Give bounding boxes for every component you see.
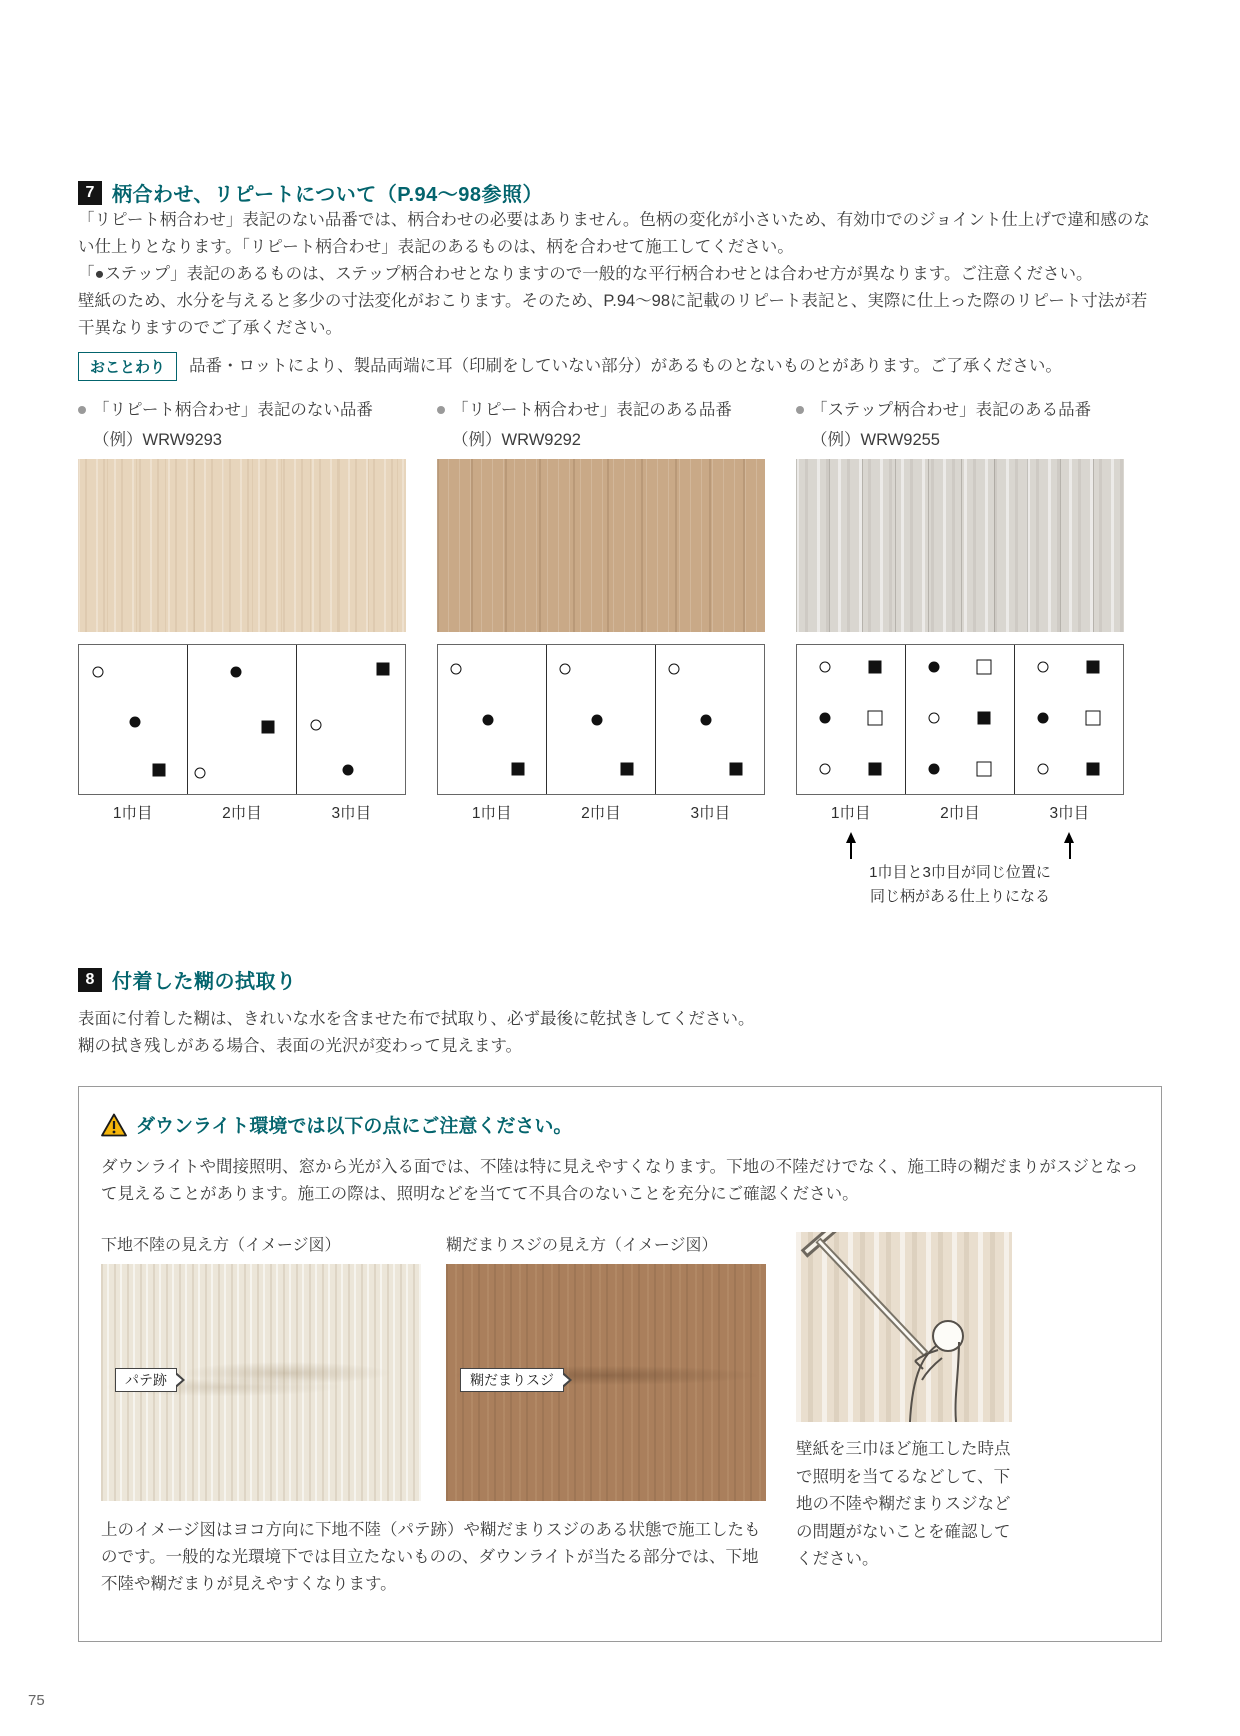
section-8-body — [78, 1006, 1162, 1060]
filled-square-symbol — [377, 662, 390, 675]
filled-square-symbol — [620, 762, 633, 775]
open-square-symbol — [976, 761, 991, 776]
bullet-icon — [78, 406, 86, 414]
open-square-symbol — [1085, 711, 1100, 726]
section-8-line-2: 糊の拭き残しがある場合、表面の光沢が変わって見えます。 — [78, 1037, 523, 1055]
width-label: 2巾目 — [581, 805, 621, 822]
column-2-example: （例）WRW9292 — [452, 431, 581, 449]
width-label: 3巾目 — [331, 805, 372, 822]
width-diagram-1 — [78, 644, 406, 795]
section-7-paragraph-1a: 「リピート柄合わせ」表記のない品番では、柄合わせの必要はありません。色柄の変化が小さいため、有効巾でのジョイント仕上げで違和感のない仕上りとなります。「リピート柄合わせ」表記のあるものは、柄を合わせて施工してください。 — [78, 211, 1150, 256]
section-8-header — [78, 965, 1162, 994]
open-square-symbol — [976, 660, 991, 675]
column-1-example: （例）WRW9293 — [93, 431, 222, 449]
worker-checking-light-illustration — [796, 1232, 1012, 1422]
bullet-icon — [796, 406, 804, 414]
width-labels-1 — [78, 801, 406, 823]
filled-dot-symbol — [1038, 713, 1049, 724]
width-label: 2巾目 — [222, 805, 262, 822]
filled-square-symbol — [868, 762, 881, 775]
filled-dot-symbol — [700, 714, 711, 725]
section-7-paragraph-1b: 「●ステップ」表記のあるものは、ステップ柄合わせとなりますので一般的な平行柄合わせとは合わせ方が異なります。ご注意ください。 — [78, 265, 1093, 283]
section-8-line-1: 表面に付着した糊は、きれいな水を含ませた布で拭取り、必ず最後に乾拭きしてください。 — [78, 1010, 755, 1028]
filled-square-symbol — [868, 661, 881, 674]
pattern-sample-columns — [78, 397, 1162, 909]
filled-dot-symbol — [130, 717, 141, 728]
warning-triangle-icon — [101, 1113, 127, 1137]
section-7-header — [78, 178, 1162, 207]
column-1-label-row — [78, 397, 406, 423]
open-circle-symbol — [669, 663, 680, 674]
filled-square-symbol — [511, 762, 524, 775]
filled-square-symbol — [1086, 762, 1099, 775]
open-circle-symbol — [311, 720, 322, 731]
open-circle-symbol — [1038, 662, 1049, 673]
width-diagram-3 — [796, 644, 1124, 795]
width-labels-3 — [796, 801, 1124, 823]
width-diagram-2 — [437, 644, 765, 795]
section-7-number-badge: 7 — [78, 181, 102, 205]
putty-mark-tag: パテ跡 — [115, 1368, 177, 1392]
width-panel — [79, 645, 187, 794]
width-panel — [1014, 645, 1123, 794]
column-3-label: 「ステップ柄合わせ」表記のある品番 — [811, 401, 1092, 419]
filled-dot-symbol — [820, 713, 831, 724]
substrate-image-column — [101, 1232, 421, 1501]
width-panel — [187, 645, 296, 794]
open-square-symbol — [867, 711, 882, 726]
width-panel — [546, 645, 655, 794]
column-3-example: （例）WRW9255 — [811, 431, 940, 449]
filled-dot-symbol — [929, 662, 940, 673]
width-label: 1巾目 — [830, 805, 871, 822]
glue-streak-image-label: 糊だまりスジの見え方（イメージ図） — [446, 1237, 718, 1254]
open-circle-symbol — [820, 763, 831, 774]
up-arrow-icon — [850, 837, 852, 859]
wallpaper-swatch-wrw9293 — [78, 459, 406, 632]
bullet-icon — [437, 406, 445, 414]
width-label: 1巾目 — [112, 805, 153, 822]
open-circle-symbol — [929, 713, 940, 724]
step-annotation-line-1: 1巾目と3巾目が同じ位置に — [869, 864, 1051, 881]
note-row — [78, 352, 1162, 381]
note-text: 品番・ロットにより、製品両端に耳（印刷をしていない部分）があるものとないものとがあります。ご了承ください。 — [189, 357, 1062, 375]
width-label: 2巾目 — [940, 805, 980, 822]
open-circle-symbol — [820, 662, 831, 673]
width-label: 3巾目 — [1049, 805, 1090, 822]
sample-column-no-repeat — [78, 397, 406, 909]
filled-dot-symbol — [591, 714, 602, 725]
section-7-title: 柄合わせ、リピートについて（P.94～98参照） — [112, 184, 544, 206]
up-arrow-icon — [1069, 837, 1071, 859]
filled-dot-symbol — [230, 666, 241, 677]
image-caption: 上のイメージ図はヨコ方向に下地不陸（パテ跡）や糊だまりスジのある状態で施工したものです。一般的な光環境下では目立たないものの、ダウンライトが当たる部分では、下地不陸や糊だまりが見えやすくなります。 — [101, 1521, 761, 1593]
width-panel — [905, 645, 1014, 794]
downlight-warning-box — [78, 1086, 1162, 1642]
step-annotation-line-2: 同じ柄がある仕上りになる — [869, 888, 1050, 905]
width-labels-2 — [437, 801, 765, 823]
worker-roller-sketch — [796, 1232, 1012, 1422]
section-8-number-badge: 8 — [78, 968, 102, 992]
filled-square-symbol — [152, 764, 165, 777]
filled-dot-symbol — [482, 714, 493, 725]
wallpaper-swatch-wrw9292 — [437, 459, 765, 632]
warning-title: ダウンライト環境では以下の点にご注意ください。 — [136, 1116, 573, 1137]
warning-image-row — [101, 1232, 766, 1501]
width-label: 3巾目 — [690, 805, 731, 822]
filled-square-symbol — [729, 762, 742, 775]
sample-column-repeat — [437, 397, 765, 909]
width-panel — [797, 645, 905, 794]
width-label: 1巾目 — [471, 805, 512, 822]
substrate-unevenness-image — [101, 1264, 421, 1501]
glue-streak-image — [446, 1264, 766, 1501]
warning-images-area — [101, 1232, 766, 1615]
open-circle-symbol — [451, 663, 462, 674]
filled-square-symbol — [261, 720, 274, 733]
warning-side-column — [796, 1232, 1012, 1615]
filled-square-symbol — [1086, 661, 1099, 674]
sample-column-step — [796, 397, 1124, 909]
column-3-label-row — [796, 397, 1124, 423]
section-7-paragraph-2: 壁紙のため、水分を与えると多少の寸法変化がおこります。そのため、P.94～98に記載のリピート表記と、実際に仕上った際のリピート寸法が若干異なりますのでご了承ください。 — [78, 292, 1148, 337]
glue-streak-image-column — [446, 1232, 766, 1501]
note-label: おことわり — [78, 352, 177, 381]
substrate-image-label: 下地不陸の見え方（イメージ図） — [101, 1237, 341, 1254]
page-number: 75 — [28, 1692, 45, 1709]
warning-paragraph: ダウンライトや間接照明、窓から光が入る面では、不陸は特に見えやすくなります。下地の不陸だけでなく、施工時の糊だまりがスジとなって見えることがあります。施工の際は、照明などを当てて不具合のないことを充分にご確認ください。 — [101, 1158, 1139, 1203]
open-circle-symbol — [560, 663, 571, 674]
warning-content — [101, 1232, 1139, 1615]
filled-square-symbol — [977, 712, 990, 725]
side-instruction-text: 壁紙を三巾ほど施工した時点で照明を当てるなどして、下地の不陸や糊だまりスジなどの問題がないことを確認してください。 — [796, 1440, 1011, 1568]
open-circle-symbol — [1038, 763, 1049, 774]
warning-title-row — [101, 1111, 1139, 1138]
step-arrows — [796, 827, 1124, 861]
glue-streak-tag: 糊だまりスジ — [460, 1368, 564, 1392]
width-panel — [296, 645, 405, 794]
wallpaper-swatch-wrw9255 — [796, 459, 1124, 632]
filled-dot-symbol — [929, 763, 940, 774]
open-circle-symbol — [93, 666, 104, 677]
width-panel — [655, 645, 764, 794]
column-2-label: 「リピート柄合わせ」表記のある品番 — [452, 401, 732, 419]
column-2-label-row — [437, 397, 765, 423]
open-circle-symbol — [194, 768, 205, 779]
section-8-title: 付着した糊の拭取り — [112, 971, 297, 993]
filled-dot-symbol — [342, 765, 353, 776]
catalog-page — [78, 0, 1162, 1642]
width-panel — [438, 645, 546, 794]
column-1-label: 「リピート柄合わせ」表記のない品番 — [93, 401, 373, 419]
